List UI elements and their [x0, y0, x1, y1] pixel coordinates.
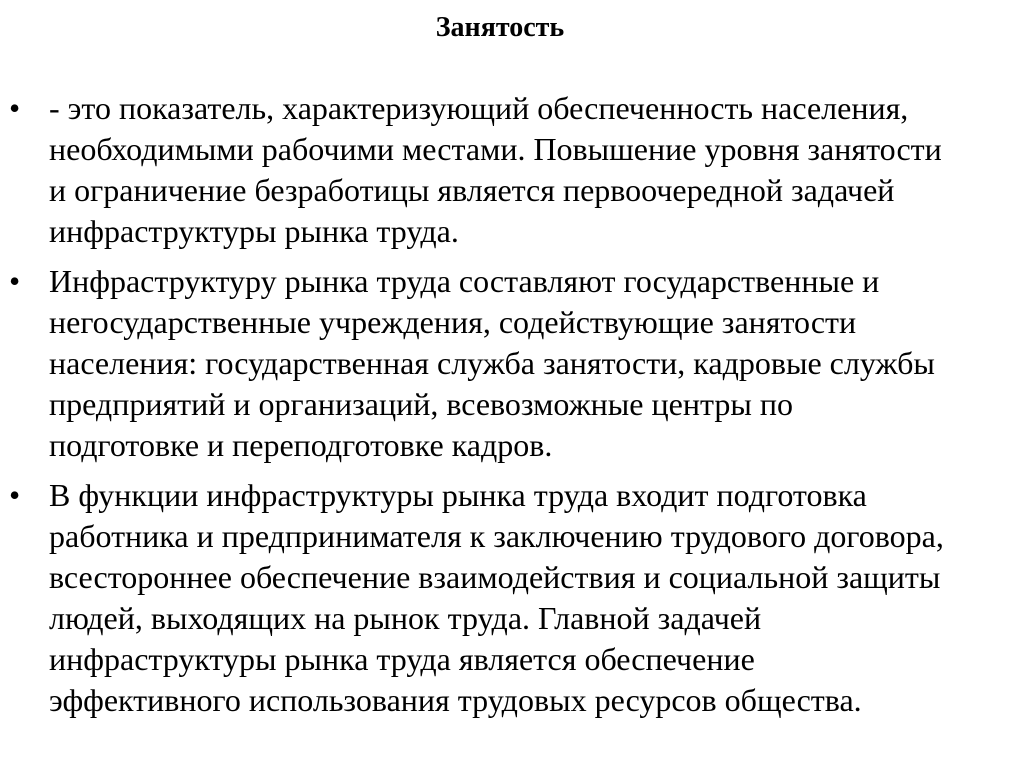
text-line: инфраструктуры рынка труда является обеспечение [49, 641, 755, 677]
bullet-icon: • [9, 263, 21, 299]
text-line: эффективного использования трудовых ресурсов общества. [49, 682, 862, 718]
text-line: работника и предпринимателя к заключению трудового договора, [49, 518, 944, 554]
bullet-item-employment-definition [0, 88, 1024, 252]
text-line: инфраструктуры рынка труда. [49, 213, 459, 249]
text-line: людей, выходящих на рынок труда. Главной задачей [49, 600, 762, 636]
text-line: населения: государственная служба занятости, кадровые службы [49, 345, 935, 381]
bullet-text [49, 261, 1016, 466]
text-line: подготовке и переподготовке кадров. [49, 427, 553, 463]
bullet-icon: • [9, 477, 21, 513]
text-line: всестороннее обеспечение взаимодействия и социальной защиты [49, 559, 941, 595]
bullet-text [49, 88, 1016, 252]
text-line: В функции инфраструктуры рынка труда входит подготовка [49, 477, 867, 513]
bullet-text [49, 475, 1016, 721]
bullet-list [0, 88, 1024, 730]
text-line: предприятий и организаций, всевозможные центры по [49, 386, 793, 422]
text-line: и ограничение безработицы является первоочередной задачей [49, 172, 895, 208]
page-title: Занятость [435, 12, 565, 43]
text-line: негосударственные учреждения, содействующие занятости [49, 304, 857, 340]
text-line: необходимыми рабочими местами. Повышение уровня занятости [49, 131, 942, 167]
bullet-item-infrastructure-composition [0, 261, 1024, 466]
text-line: Инфраструктуру рынка труда составляют государственные и [49, 263, 880, 299]
bullet-item-infrastructure-functions [0, 475, 1024, 721]
text-line: - это показатель, характеризующий обеспеченность населения, [49, 90, 909, 126]
bullet-icon: • [9, 90, 21, 126]
